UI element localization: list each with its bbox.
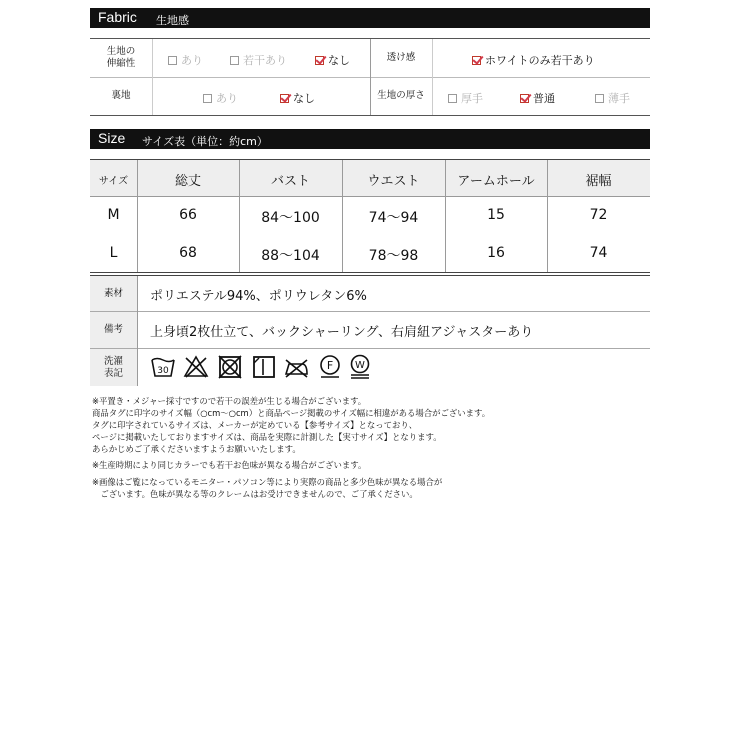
checkbox-icon: [448, 94, 457, 103]
size-row-l-hem-width: 74: [589, 245, 608, 261]
wash-30-icon: [150, 354, 176, 380]
care-label: 洗濯 表記: [103, 356, 123, 379]
note-line: ページに掲載いたしておりますサイズは、商品を実際に計測した【実寸サイズ】となります。: [92, 432, 442, 442]
stretch-label: 生地の 伸縮性: [106, 46, 136, 69]
remarks-value: 上身頃2枚仕立て、バックシャーリング、右肩紐アジャスターあり: [150, 325, 534, 340]
note-line: 商品タグに印字のサイズ幅（○cm～○cm）と商品ページ掲載のサイズ幅に相違がある場合がございます。: [92, 408, 491, 418]
dry-clean-letter: F: [326, 359, 334, 372]
lining-label: 裏地: [111, 90, 131, 101]
size-row-l-length: 68: [179, 245, 197, 261]
fabric-title-en: Fabric: [98, 9, 137, 25]
checkbox-icon: [168, 56, 177, 65]
info-label-divider: [137, 276, 138, 386]
note-line: ございます。色味が異なる等のクレームはお受けできませんので、ご了承ください。: [92, 489, 418, 499]
size-header-waist: ウエスト: [367, 174, 420, 189]
info-row-divider: [90, 348, 650, 349]
size-row-m-waist: 74～94: [368, 210, 419, 226]
size-title-en: Size: [98, 130, 126, 146]
size-title-jp: サイズ表（単位：約cm）: [142, 135, 268, 148]
checked-checkbox-icon: [472, 56, 481, 65]
checkbox-icon: [230, 56, 239, 65]
checked-checkbox-icon: [520, 94, 529, 103]
wet-clean-w-icon: [347, 354, 373, 380]
size-section-header: [90, 129, 650, 149]
stretch-option-slight[interactable]: 若干あり: [230, 52, 287, 68]
thickness-option-thin[interactable]: 薄手: [595, 90, 630, 106]
size-row-l-bust: 88～104: [261, 248, 320, 264]
no-bleach-icon: [183, 354, 209, 380]
thickness-option-thick[interactable]: 厚手: [448, 90, 483, 106]
size-header-armhole: アームホール: [457, 174, 535, 189]
info-row-divider: [90, 311, 650, 312]
note-line: あらかじめご了承くださいますようお願いいたします。: [92, 444, 301, 454]
thickness-label: 生地の厚さ: [377, 90, 425, 101]
size-row-m-hem-width: 72: [589, 207, 608, 223]
stretch-option-none[interactable]: なし: [315, 52, 350, 68]
note-line: ※生産時期により同じカラーでも若干お色味が異なる場合がございます。: [92, 460, 367, 470]
size-table-bottom-border: [90, 272, 650, 273]
fabric-label-divider-right: [432, 39, 433, 115]
material-value: ポリエステル94%、ポリウレタン6%: [150, 289, 367, 304]
dry-clean-f-icon: [317, 354, 343, 380]
size-header-size: サイズ: [98, 176, 129, 187]
stretch-option-yes[interactable]: あり: [168, 52, 203, 68]
lining-option-none[interactable]: なし: [280, 90, 315, 106]
thickness-option-normal[interactable]: 普通: [520, 90, 555, 106]
checked-checkbox-icon: [315, 56, 324, 65]
material-label: 素材: [103, 288, 123, 299]
checked-checkbox-icon: [280, 94, 289, 103]
size-header-hem-width: 裾幅: [585, 174, 612, 189]
lining-option-yes[interactable]: あり: [203, 90, 238, 106]
info-table-top-border: [90, 275, 650, 276]
no-tumble-dry-icon: [217, 354, 243, 380]
size-row-m-length: 66: [179, 207, 197, 223]
size-table-top-border: [90, 159, 650, 160]
fabric-title-jp: 生地感: [156, 14, 189, 27]
checkbox-icon: [595, 94, 604, 103]
size-row-l-armhole: 16: [487, 245, 505, 261]
size-row-m-label: M: [107, 207, 120, 223]
size-row-m-bust: 84～100: [261, 210, 320, 226]
fabric-section-header: [90, 8, 650, 28]
line-dry-icon: [251, 354, 277, 380]
size-header-bust: バスト: [270, 174, 310, 189]
wet-clean-letter: W: [355, 360, 365, 371]
no-iron-icon: [283, 354, 309, 380]
sheerness-label: 透け感: [386, 52, 416, 63]
fabric-center-divider: [370, 39, 371, 115]
note-line: タグに印字されているサイズは、メーカーが定めている【参考サイズ】となっており、: [92, 420, 418, 430]
checkbox-icon: [203, 94, 212, 103]
size-row-m-armhole: 15: [487, 207, 505, 223]
size-row-l-waist: 78～98: [368, 248, 419, 264]
wash-temp-text: 30: [157, 366, 169, 376]
note-line: ※画像はご覧になっているモニター・パソコン等により実際の商品と多少色味が異なる場合が: [92, 477, 443, 487]
sheerness-option-white-slight[interactable]: ホワイトのみ若干あり: [472, 52, 595, 68]
size-table-header-divider: [90, 196, 650, 197]
remarks-label: 備考: [103, 324, 123, 335]
size-header-length: 総丈: [174, 174, 201, 189]
fabric-label-divider-left: [152, 39, 153, 115]
note-line: ※平置き・メジャー採寸ですので若干の誤差が生じる場合がございます。: [92, 396, 367, 406]
size-row-l-label: L: [109, 245, 118, 261]
fabric-table-bottom-border: [90, 115, 650, 116]
